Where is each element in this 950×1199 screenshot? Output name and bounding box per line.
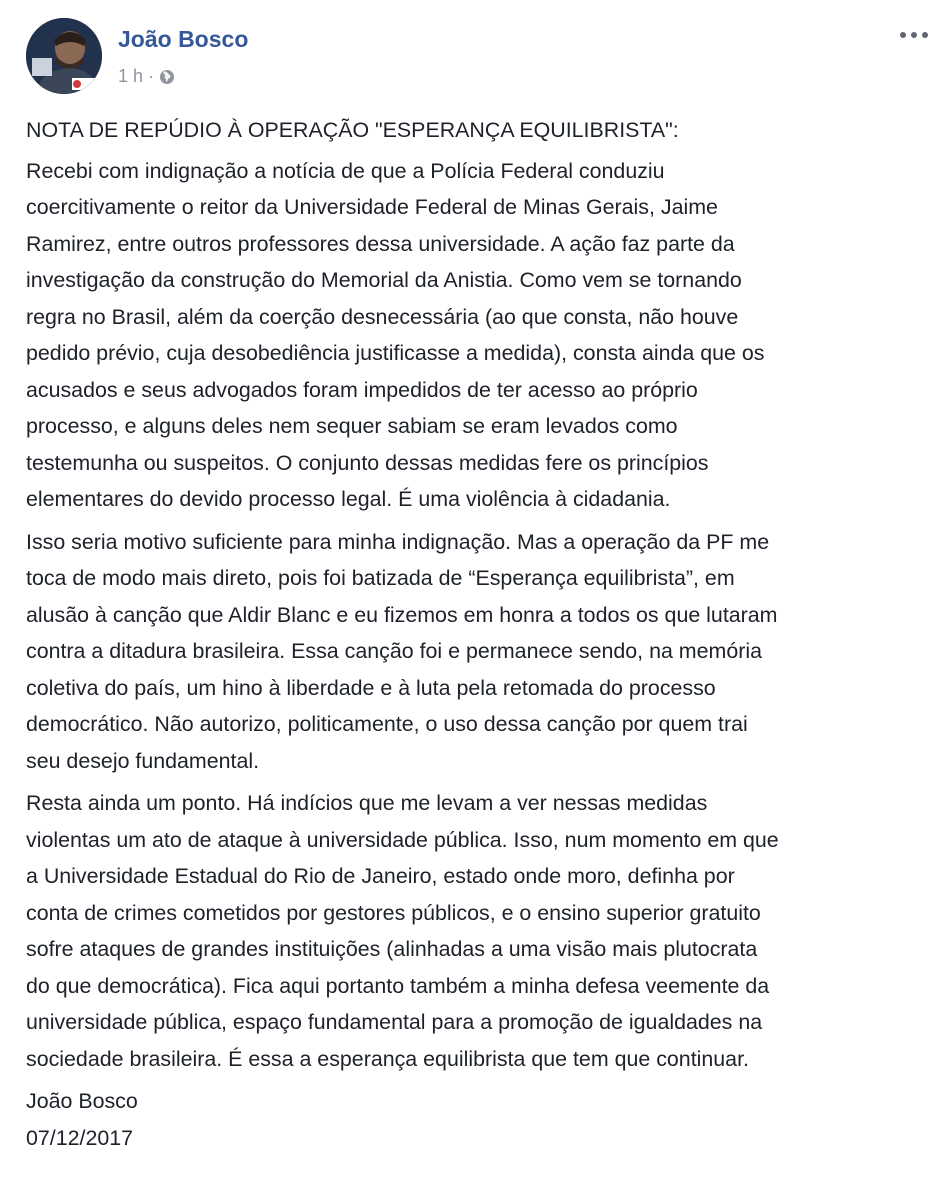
post-timestamp[interactable]: 1 h [118,66,144,86]
signature [26,1083,926,1156]
signature-date: 07/12/2017 [26,1125,134,1150]
avatar-image [26,18,102,94]
post-paragraph-2: Isso seria motivo suficiente para minha indignação. Mas a operação da PF me toca de modo mais direto, pois foi batizada de “Esperança equilibrista”, em alusão à canção que Aldir Blanc e eu fizemos em honra a todos os que lutaram contra a ditadura brasileira. Essa canção foi e permanece sendo, na memória coletiva do país, um hino à liberdade e à luta pela retomada do processo democrático. Não autorizo, politicamente, o uso dessa canção por quem trai seu desejo fundamental. [26,529,778,773]
globe-icon[interactable] [159,69,175,85]
post-paragraph-3: Resta ainda um ponto. Há indícios que me levam a ver nessas medidas violentas um ato de ataque à universidade pública. Isso, num momento em que a Universidade Estadual do Rio de Janeiro, estado onde moro, definha por conta de crimes cometidos por gestores públicos, e o ensino superior gratuito sofre ataques de grandes instituições (alinhadas a uma visão mais plutocrata do que democrática). Fica aqui portanto também a minha defesa veemente da universidade pública, espaço fundamental para a promoção de igualdades na sociedade brasileira. É essa a esperança equilibrista que tem que continuar. [26,791,779,1071]
meta-separator: · [148,66,155,86]
dot-icon [900,32,906,38]
dot-icon [911,32,917,38]
profile-avatar[interactable] [26,18,102,94]
more-options-icon[interactable] [900,28,928,42]
post-meta [118,66,175,87]
dot-icon [922,32,928,38]
signature-name: João Bosco [26,1089,138,1113]
post-header [22,14,928,94]
post-body [26,112,926,1156]
post-title: NOTA DE REPÚDIO À OPERAÇÃO "ESPERANÇA EQUILIBRISTA": [26,118,679,142]
post-paragraph-1: Recebi com indignação a notícia de que a Polícia Federal conduziu coercitivamente o reitor da Universidade Federal de Minas Gerais, Jaime Ramirez, entre outros professores dessa universidade. A ação faz parte da investigação da construção do Memorial da Anistia. Como vem se tornando regra no Brasil, além da coerção desnecessária (ao que consta, não houve pedido prévio, cuja desobediência justificasse a medida), consta ainda que os acusados e seus advogados foram impedidos de ter acesso ao próprio processo, e alguns deles nem sequer sabiam se eram levados como testemunha ou suspeitos. O conjunto dessas medidas fere os princípios elementares do devido processo legal. É uma violência à cidadania. [26,158,765,511]
author-name[interactable]: João Bosco [118,26,249,52]
